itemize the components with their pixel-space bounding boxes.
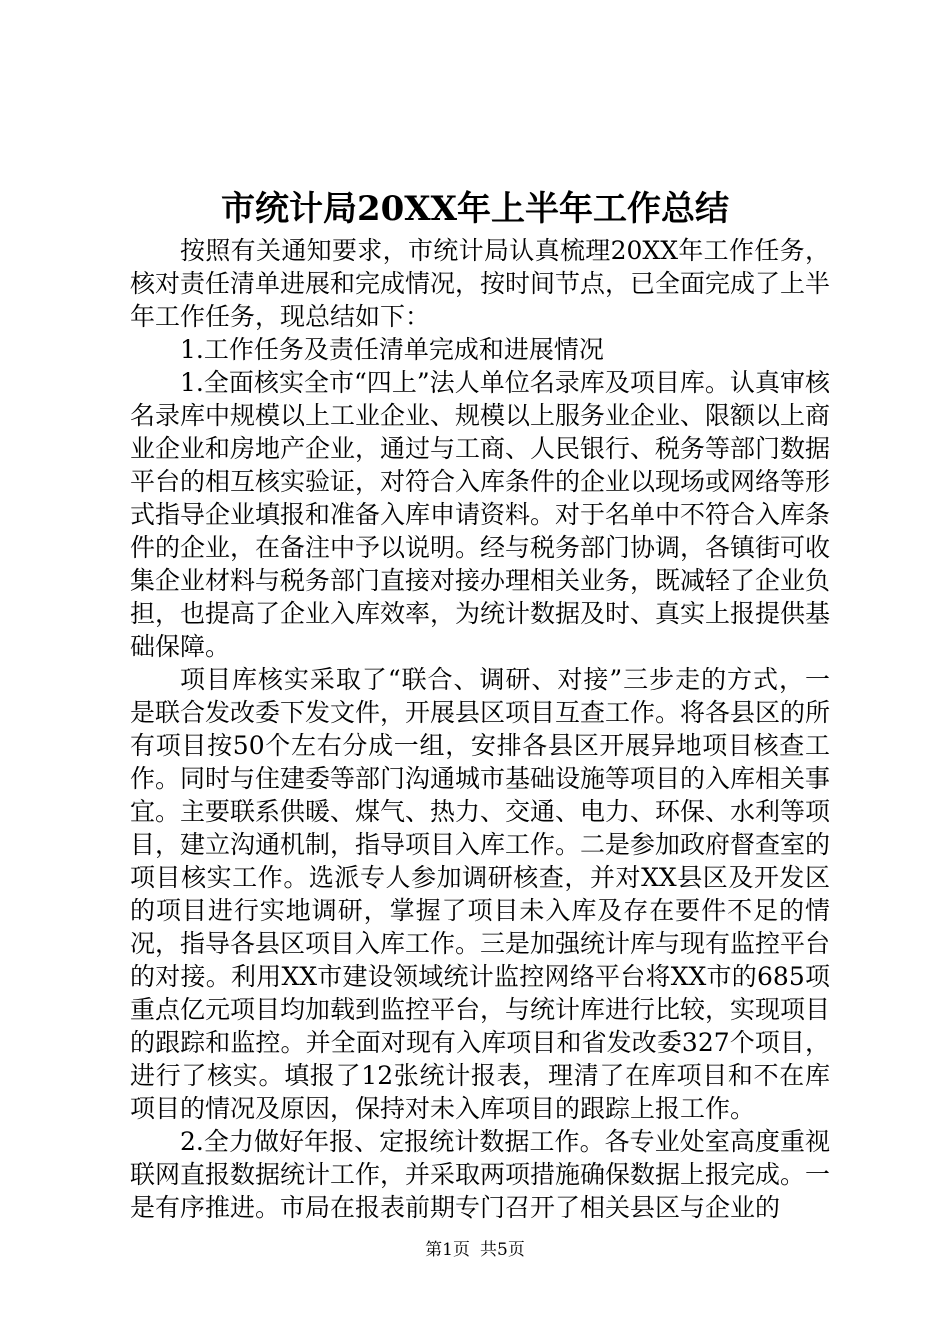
document-body	[130, 234, 830, 1224]
document-title: 市统计局20XX年上半年工作总结	[220, 189, 730, 229]
intro-paragraph: 按照有关通知要求，市统计局认真梳理20XX年工作任务，核对责任清单进展和完成情况，按时间节点，已全面完成了上半年工作任务，现总结如下：	[130, 236, 831, 331]
page-footer	[0, 1238, 950, 1262]
body-paragraph: 2.全力做好年报、定报统计数据工作。各专业处室高度重视联网直报数据统计工作，并采取两项措施确保数据上报完成。一是有序推进。市局在报表前期专门召开了相关县区与企业的	[130, 1127, 831, 1222]
body-paragraph: 1.全面核实全市“四上”法人单位名录库及项目库。认真审核名录库中规模以上工业企业、规模以上服务业企业、限额以上商业企业和房地产企业，通过与工商、人民银行、税务等部门数据平台的相互核实验证，对符合入库条件的企业以现场或网络等形式指导企业填报和准备入库申请资料。对于名单中不符合入库条件的企业，在备注中予以说明。经与税务部门协调，各镇街可收集企业材料与税务部门直接对接办理相关业务，既减轻了企业负担，也提高了企业入库效率，为统计数据及时、真实上报提供基础保障。	[130, 368, 831, 661]
page-number: 第1页	[425, 1240, 470, 1260]
section-heading: 1.工作任务及责任清单完成和进展情况	[180, 335, 604, 364]
page-total: 共5页	[480, 1240, 525, 1260]
body-paragraph: 项目库核实采取了“联合、调研、对接”三步走的方式，一是联合发改委下发文件，开展县区项目互查工作。将各县区的所有项目按50个左右分成一组，安排各县区开展异地项目核查工作。同时与住建委等部门沟通城市基础设施等项目的入库相关事宜。主要联系供暖、煤气、热力、交通、电力、环保、水利等项目，建立沟通机制，指导项目入库工作。二是参加政府督查室的项目核实工作。选派专人参加调研核查，并对XX县区及开发区的项目进行实地调研，掌握了项目未入库及存在要件不足的情况，指导各县区项目入库工作。三是加强统计库与现有监控平台的对接。利用XX市建设领域统计监控网络平台将XX市的685项重点亿元项目均加载到监控平台，与统计库进行比较，实现项目的跟踪和监控。并全面对现有入库项目和省发改委327个项目，进行了核实。填报了12张统计报表，理清了在库项目和不在库项目的情况及原因，保持对未入库项目的跟踪上报工作。	[130, 665, 831, 1123]
